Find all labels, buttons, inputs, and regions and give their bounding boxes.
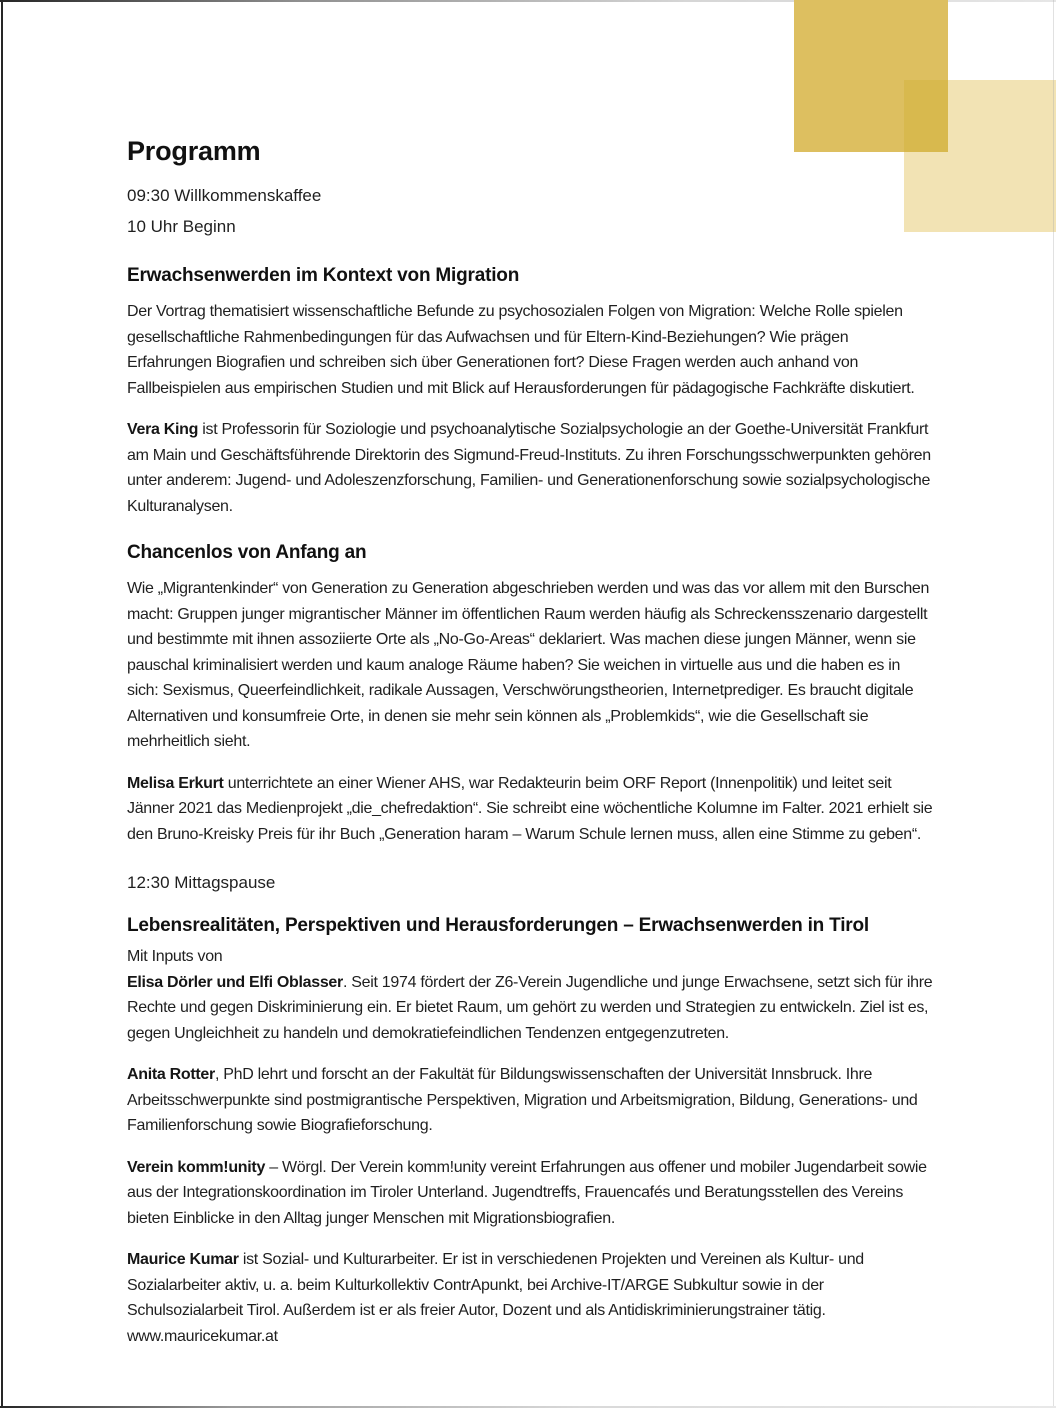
speaker-name: Elisa Dörler und Elfi Oblasser bbox=[127, 973, 343, 991]
program-content bbox=[127, 0, 933, 1349]
page-border-right bbox=[1053, 0, 1054, 1408]
input-bio-maurice-kumar bbox=[127, 1247, 933, 1324]
schedule-item-begin: 10 Uhr Beginn bbox=[127, 217, 236, 236]
session-chancenlos-abstract: Wie „Migrantenkinder“ von Generation zu Generation abgeschrieben werden und was das vor allem mit den Burschen macht: Gruppen junger migrantischer Männer im öffentlichen Raum werden häufig als Schreckensszenario dargestellt und bestimmte mit ihnen assoziierte Orte als „No-Go-Areas“ deklariert. Was machen diese jungen Männer, wenn sie pauschal kriminalisiert werden und kaum analoge Räume haben? Sie weichen in virtuelle aus und die haben es in sich: Sexismus, Queerfeindlichkeit, radikale Aussagen, Verschwörungstheorien, Internetprediger. Es braucht digitale Alternativen und konsumfreie Orte, in denen sie mehr sein können als „Problemkids“, wie die Gesellschaft sie mehrheitlich sieht. bbox=[127, 580, 930, 750]
speaker-name: Vera King bbox=[127, 421, 199, 438]
session-migration-heading: Erwachsenwerden im Kontext von Migration bbox=[127, 265, 520, 286]
speaker-name: Anita Rotter bbox=[127, 1066, 215, 1083]
schedule-item-welcome-coffee: 09:30 Willkommenskaffee bbox=[127, 186, 322, 205]
speaker-name: Melisa Erkurt bbox=[127, 774, 224, 792]
speaker-name: Maurice Kumar bbox=[127, 1251, 239, 1268]
schedule-block bbox=[127, 180, 933, 242]
input-bio-verein-kommunity bbox=[127, 1155, 933, 1232]
input-bio-anita-rotter bbox=[127, 1062, 933, 1139]
speaker-bio-text: ist Professorin für Soziologie und psychoanalytische Sozialpsychologie an der Goethe-Universität Frankfurt am Main und Geschäftsführende Direktorin des Sigmund-Freud-Instituts. Zu ihren Forschungsschwerpunkten gehören unter anderem: Jugend- und Adoleszenzforschung, Familien- und Generationenforschung sowie sozialpsychologische Kulturanalysen. bbox=[127, 421, 931, 515]
website-url: www.mauricekumar.at bbox=[127, 1327, 278, 1345]
session-migration bbox=[127, 264, 933, 519]
speaker-bio-vera-king bbox=[127, 417, 933, 519]
speaker-name: Verein komm!unity bbox=[127, 1158, 266, 1176]
speaker-bio-text: . Seit 1974 fördert der Z6-Verein Jugendliche und junge Erwachsene, setzt sich für ihre Rechte und gegen Diskriminierung ein. Er bietet Raum, um gehört zu werden und Strategien zu entwickeln. Ziel ist es, gegen Ungleichheit zu handeln und demokratiefeindlichen Tendenzen entgegenzutreten. bbox=[127, 973, 933, 1042]
session-chancenlos bbox=[127, 541, 933, 847]
page-title: Programm bbox=[127, 136, 261, 166]
session-migration-abstract: Der Vortrag thematisiert wissenschaftliche Befunde zu psychosozialen Folgen von Migration: Welche Rolle spielen gesellschaftliche Rahmenbedingungen für das Aufwachsen und für Eltern-Kind-Beziehungen? Wie prägen Erfahrungen Biografien und schreiben sich über Generationen fort? Diese Fragen werden auch anhand von Fallbeispielen aus empirischen Studien und mit Blick auf Herausforderungen für pädagogische Fachkräfte diskutiert. bbox=[127, 303, 915, 397]
session-tirol-intro: Mit Inputs von bbox=[127, 948, 223, 965]
speaker-bio-text: unterrichtete an einer Wiener AHS, war Redakteurin beim ORF Report (Innenpolitik) und leitet seit Jänner 2021 das Medienprojekt „die_chefredaktion“. Sie schreibt eine wöchentliche Kolumne im Falter. 2021 erhielt sie den Bruno-Kreisky Preis für ihr Buch „Generation haram – Warum Schule lernen muss, allen eine Stimme zu geben“. bbox=[127, 774, 933, 843]
speaker-bio-text: , PhD lehrt und forscht an der Fakultät für Bildungswissenschaften der Universität Innsbruck. Ihre Arbeitsschwerpunkte sind postmigrantische Perspektiven, Migration und Arbeitsmigration, Bildung, Generations- und Familienforschung sowie Biografieforschung. bbox=[127, 1066, 918, 1134]
speaker-bio-text: ist Sozial- und Kulturarbeiter. Er ist in verschiedenen Projekten und Vereinen als Kultur- und Sozialarbeiter aktiv, u. a. beim Kulturkollektiv ContrApunkt, bei Archive-IT/ARGE Subkultur sowie in der Schulsozialarbeit Tirol. Außerdem ist er als freier Autor, Dozent und als Antidiskriminierungstrainer tätig. bbox=[127, 1251, 864, 1319]
lunch-break: 12:30 Mittagspause bbox=[127, 873, 276, 892]
session-chancenlos-heading: Chancenlos von Anfang an bbox=[127, 542, 367, 563]
input-bio-doerler-oblasser bbox=[127, 970, 933, 1047]
page-border-left bbox=[1, 0, 3, 1408]
speaker-bio-text: – Wörgl. Der Verein komm!unity vereint Erfahrungen aus offener und mobiler Jugendarbeit sowie aus der Integrationskoordination im Tiroler Unterland. Jugendtreffs, Frauencafés und Beratungsstellen des Vereins bieten Einblicke in den Alltag junger Menschen mit Migrationsbiografien. bbox=[127, 1158, 927, 1227]
speaker-bio-melisa-erkurt bbox=[127, 771, 933, 848]
session-tirol-heading: Lebensrealitäten, Perspektiven und Herausforderungen – Erwachsenwerden in Tirol bbox=[127, 915, 869, 936]
session-tirol bbox=[127, 914, 933, 1349]
